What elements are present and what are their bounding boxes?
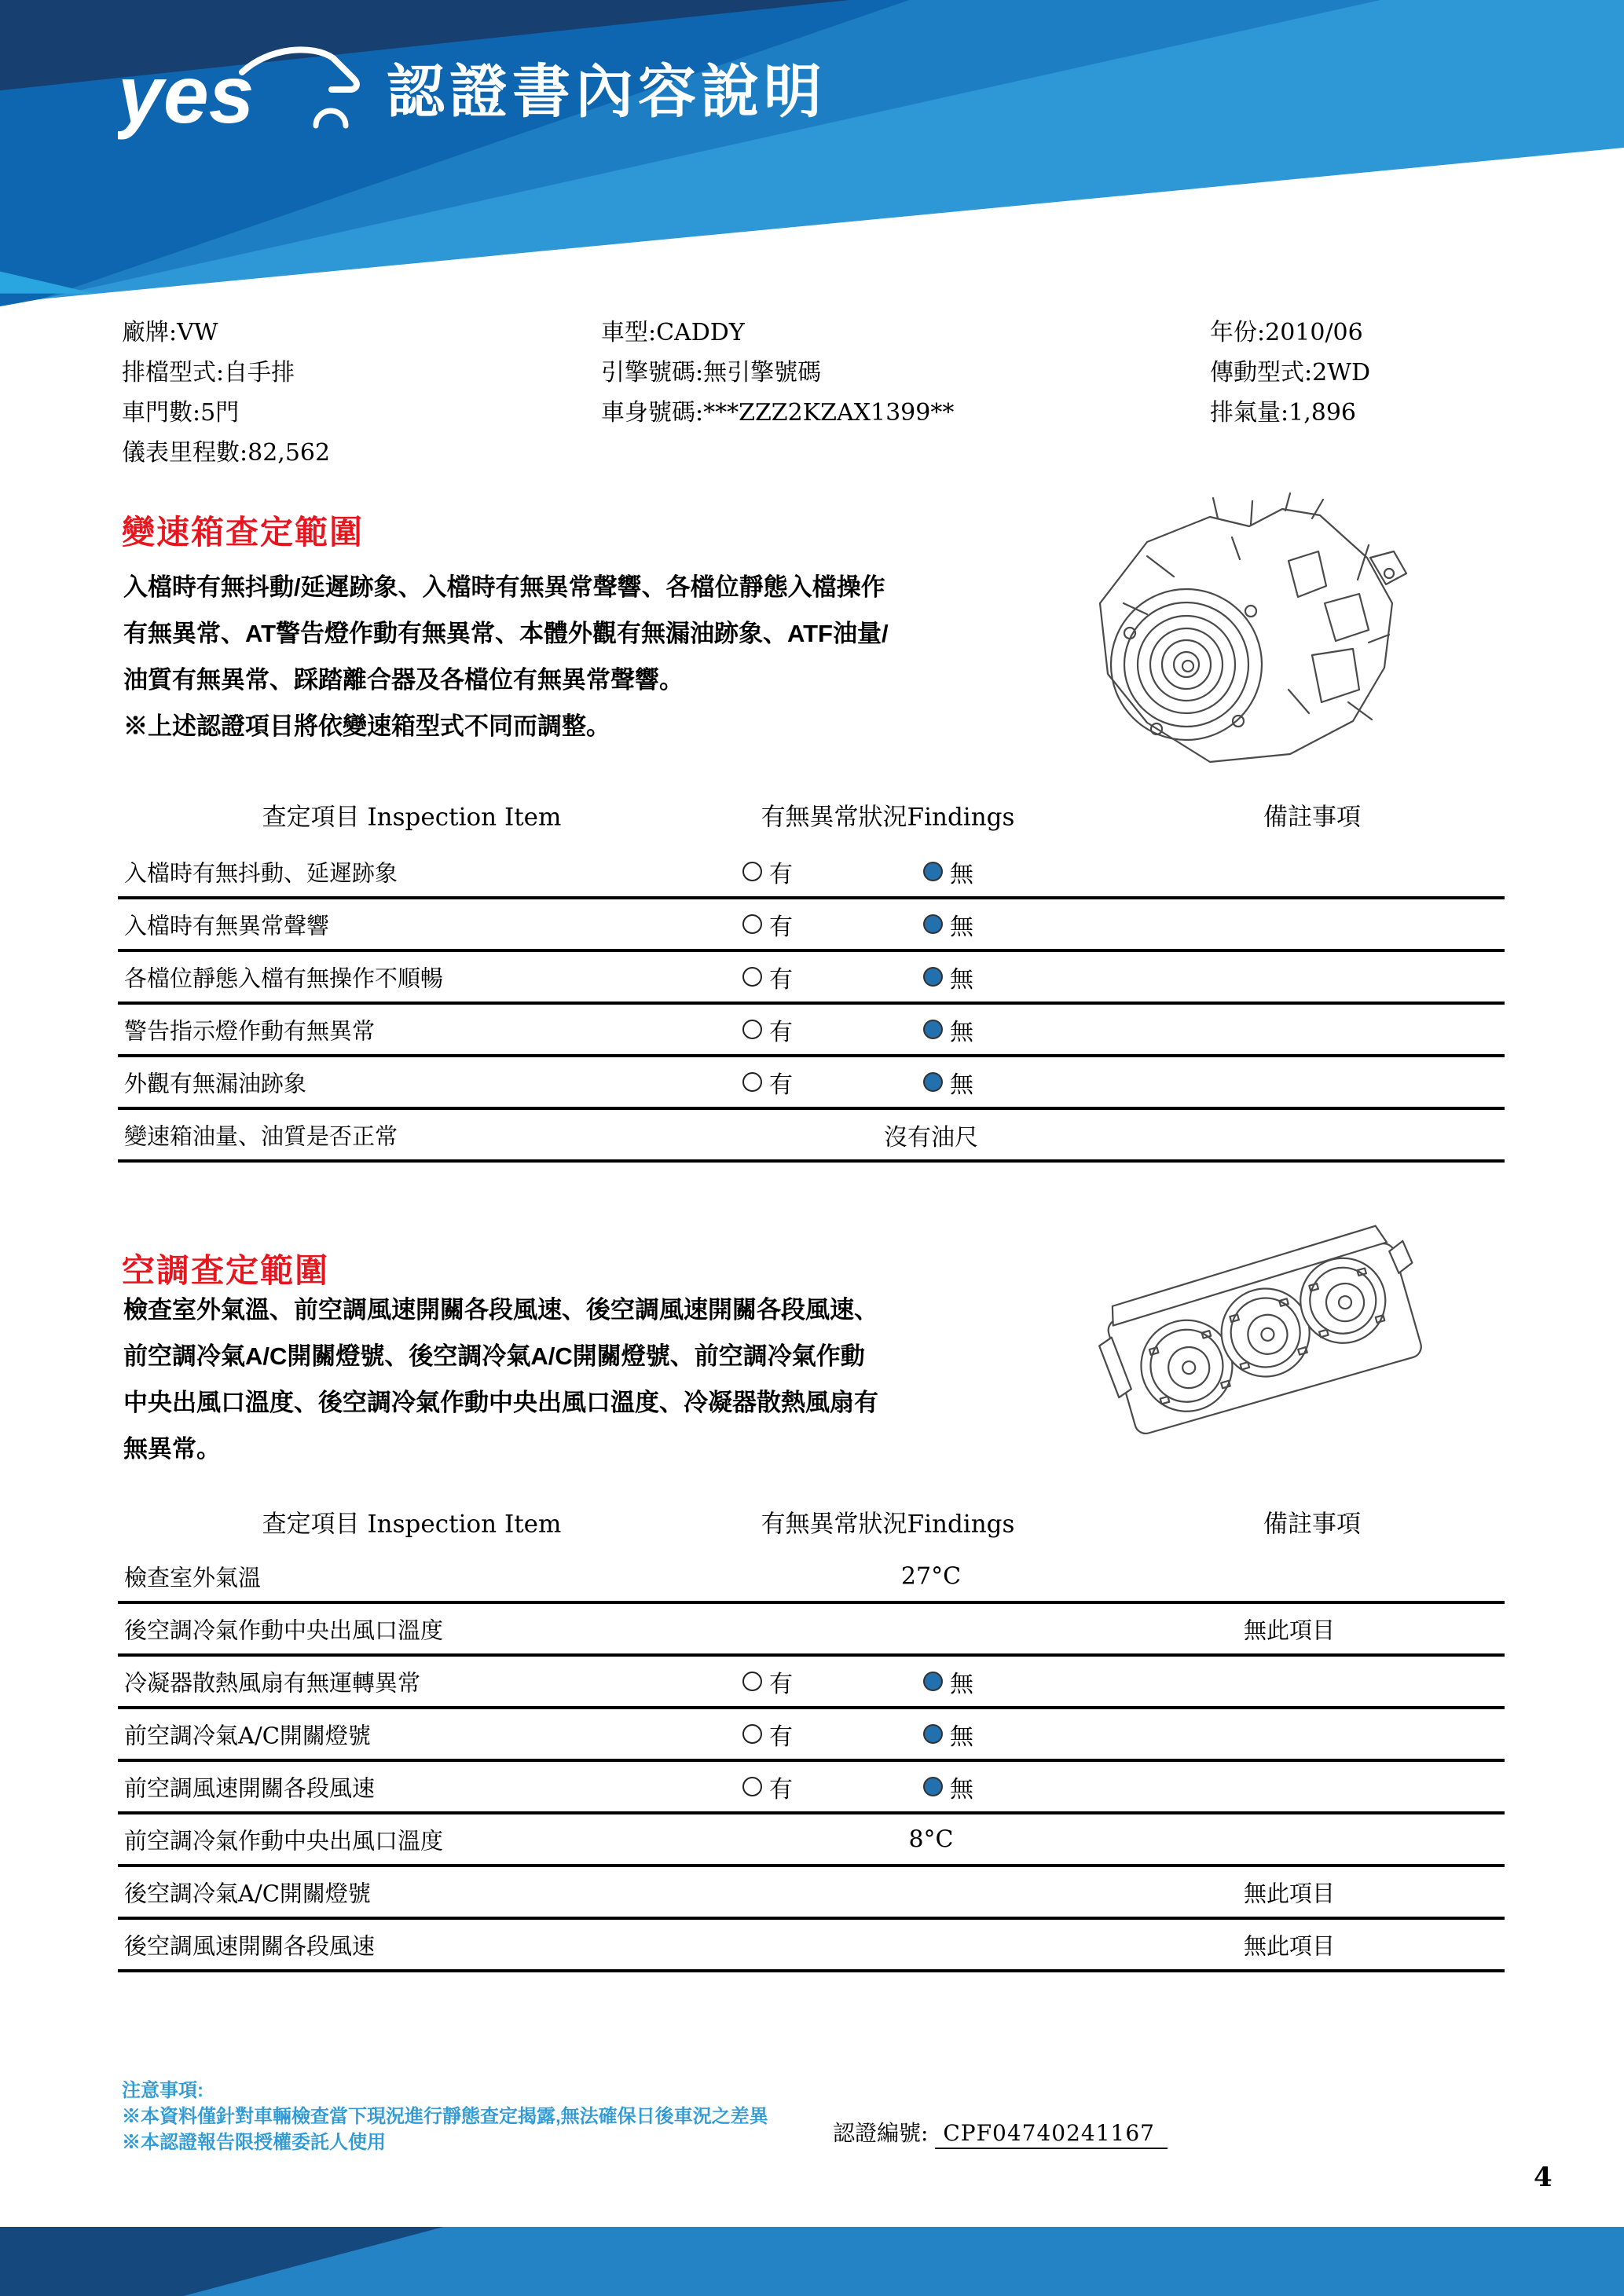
info-engine-no: 引擎號碼:無引擎號碼 (601, 359, 822, 386)
inspection-item-label: 入檔時有無抖動、延遲跡象 (124, 859, 398, 886)
radio-option-yes (742, 855, 793, 889)
inspection-item-label: 警告指示燈作動有無異常 (124, 1017, 376, 1044)
radio-unselected-icon (742, 1020, 762, 1039)
radio-selected-icon (923, 1020, 943, 1039)
radio-yes-label: 有 (769, 1775, 793, 1803)
inspection-item-label: 入檔時有無異常聲響 (124, 912, 330, 939)
car-silhouette-icon (242, 49, 357, 90)
certificate-number-value: CPF04740241167 (935, 2120, 1168, 2149)
page-title: 認證書內容說明 (387, 59, 827, 124)
finding-text: 沒有油尺 (884, 1123, 978, 1152)
inspection-item-label: 檢查室外氣溫 (124, 1564, 262, 1591)
header-remarks: 備註事項 (1263, 803, 1361, 831)
radio-selected-icon (923, 1672, 943, 1691)
info-displacement: 排氣量:1,896 (1210, 399, 1356, 427)
info-brand: 廠牌:VW (122, 319, 218, 346)
radio-option-yes (742, 1717, 793, 1752)
vehicle-info-column-2 (601, 313, 954, 433)
yes-logo (118, 41, 377, 143)
radio-option-no (923, 960, 973, 994)
ac-section-title: 空調查定範圍 (122, 1252, 330, 1289)
inspection-item-label: 前空調風速開關各段風速 (124, 1774, 376, 1801)
radio-option-yes (742, 1770, 793, 1804)
radio-unselected-icon (742, 914, 762, 934)
radio-selected-icon (923, 1072, 943, 1092)
radio-unselected-icon (742, 967, 762, 987)
transmission-illustration (1053, 485, 1422, 784)
notice-title: 注意事項: (122, 2080, 203, 2101)
radio-no-label: 無 (950, 1071, 973, 1099)
radio-yes-label: 有 (769, 1670, 793, 1698)
radio-no-label: 無 (950, 860, 973, 888)
table-row (118, 1762, 1505, 1814)
radio-option-yes (742, 1664, 793, 1699)
radio-option-yes (742, 1013, 793, 1047)
radio-no-label: 無 (950, 965, 973, 994)
table-header-row (118, 782, 1505, 847)
table-row (118, 899, 1505, 952)
vehicle-info-column-3 (1210, 313, 1370, 433)
inspection-item-label: 冷凝器散熱風扇有無運轉異常 (124, 1669, 421, 1696)
header-findings: 有無異常狀況Findings (761, 803, 1015, 831)
radio-selected-icon (923, 862, 943, 881)
table-header-row (118, 1491, 1505, 1551)
yes-logo-text: yes (118, 49, 255, 141)
radio-no-label: 無 (950, 1670, 973, 1698)
radio-no-label: 無 (950, 1018, 973, 1046)
header-findings: 有無異常狀況Findings (761, 1510, 1015, 1538)
radio-unselected-icon (742, 1777, 762, 1796)
notice-block (122, 2078, 768, 2155)
desc-line: 入檔時有無抖動/延遲跡象、入檔時有無異常聲響、各檔位靜態入檔操作 (123, 573, 885, 601)
car-wheel-icon (316, 111, 346, 126)
info-odometer: 儀表里程數:82,562 (122, 439, 331, 467)
header-inspection-item: 查定項目 Inspection Item (262, 803, 562, 831)
table-row (118, 1110, 1505, 1163)
radio-option-no (923, 1717, 973, 1752)
certificate-number-label: 認證編號: (833, 2120, 929, 2146)
radio-selected-icon (923, 1724, 943, 1744)
table-row (118, 1709, 1505, 1762)
radio-option-yes (742, 1065, 793, 1100)
radio-option-no (923, 907, 973, 942)
remark-text: 無此項目 (1244, 1880, 1336, 1906)
ac-panel-illustration (1096, 1214, 1434, 1465)
radio-unselected-icon (742, 862, 762, 881)
radio-no-label: 無 (950, 1775, 973, 1803)
info-doors: 車門數:5門 (122, 399, 240, 427)
radio-unselected-icon (742, 1724, 762, 1744)
desc-line: 檢查室外氣溫、前空調風速開關各段風速、後空調風速開關各段風速、 (123, 1296, 878, 1324)
desc-line: 有無異常、AT警告燈作動有無異常、本體外觀有無漏油跡象、ATF油量/ (123, 620, 889, 647)
inspection-item-label: 前空調冷氣A/C開關燈號 (124, 1722, 371, 1749)
radio-yes-label: 有 (769, 860, 793, 888)
finding-text: 27°C (900, 1562, 962, 1590)
info-model: 車型:CADDY (601, 319, 745, 346)
remark-text: 無此項目 (1244, 1932, 1336, 1959)
radio-selected-icon (923, 914, 943, 934)
inspection-item-label: 後空調冷氣作動中央出風口溫度 (124, 1617, 444, 1643)
radio-selected-icon (923, 1777, 943, 1796)
table-row (118, 1920, 1505, 1972)
radio-yes-label: 有 (769, 913, 793, 941)
radio-option-yes (742, 960, 793, 994)
footer-band-navy-triangle (0, 2227, 1624, 2296)
notice-line: ※本資料僅針對車輛檢查當下現況進行靜態查定揭露,無法確保日後車況之差異 (122, 2106, 768, 2127)
ac-description (123, 1287, 878, 1472)
transmission-table (118, 782, 1505, 1163)
radio-option-no (923, 1770, 973, 1804)
radio-unselected-icon (742, 1672, 762, 1691)
radio-option-yes (742, 907, 793, 942)
remark-text: 無此項目 (1244, 1617, 1336, 1643)
inspection-item-label: 變速箱油量、油質是否正常 (124, 1122, 398, 1149)
header-remarks: 備註事項 (1263, 1510, 1361, 1538)
table-row (118, 847, 1505, 899)
table-row (118, 1551, 1505, 1604)
desc-line: 無異常。 (123, 1435, 221, 1463)
transmission-section-title: 變速箱查定範圍 (122, 514, 365, 551)
inspection-item-label: 後空調冷氣A/C開關燈號 (124, 1880, 371, 1906)
table-row (118, 1867, 1505, 1920)
inspection-item-label: 外觀有無漏油跡象 (124, 1070, 307, 1097)
radio-yes-label: 有 (769, 1071, 793, 1099)
radio-option-no (923, 855, 973, 889)
radio-no-label: 無 (950, 913, 973, 941)
info-vin: 車身號碼:***ZZZ2KZAX1399** (601, 399, 955, 427)
table-row (118, 1057, 1505, 1110)
inspection-item-label: 前空調冷氣作動中央出風口溫度 (124, 1827, 444, 1854)
radio-yes-label: 有 (769, 1723, 793, 1751)
table-row (118, 1005, 1505, 1057)
radio-unselected-icon (742, 1072, 762, 1092)
inspection-item-label: 各檔位靜態入檔有無操作不順暢 (124, 965, 444, 991)
certificate-number-row (833, 2116, 1168, 2148)
notice-line: ※本認證報告限授權委託人使用 (122, 2132, 386, 2153)
info-year: 年份:2010/06 (1210, 319, 1363, 346)
ac-table (118, 1491, 1505, 1972)
radio-yes-label: 有 (769, 1018, 793, 1046)
radio-option-no (923, 1664, 973, 1699)
info-drivetrain: 傳動型式:2WD (1210, 359, 1371, 386)
radio-selected-icon (923, 967, 943, 987)
radio-no-label: 無 (950, 1723, 973, 1751)
radio-option-no (923, 1065, 973, 1100)
table-row (118, 1814, 1505, 1867)
desc-line: 中央出風口溫度、後空調冷氣作動中央出風口溫度、冷凝器散熱風扇有 (123, 1389, 878, 1416)
desc-line: ※上述認證項目將依變速箱型式不同而調整。 (123, 712, 610, 740)
table-row (118, 1604, 1505, 1657)
info-gearbox-type: 排檔型式:自手排 (122, 359, 295, 386)
radio-option-no (923, 1013, 973, 1047)
vehicle-info-column-1 (122, 313, 330, 473)
table-row (118, 1657, 1505, 1709)
radio-yes-label: 有 (769, 965, 793, 994)
desc-line: 前空調冷氣A/C開關燈號、後空調冷氣A/C開關燈號、前空調冷氣作動 (123, 1342, 865, 1370)
page-number: 4 (1534, 2162, 1553, 2193)
inspection-item-label: 後空調風速開關各段風速 (124, 1932, 376, 1959)
finding-text: 8°C (908, 1825, 954, 1853)
footer-band (0, 2227, 1624, 2296)
table-row (118, 952, 1505, 1005)
desc-line: 油質有無異常、踩踏離合器及各檔位有無異常聲響。 (123, 666, 684, 694)
transmission-description (123, 564, 889, 749)
header-inspection-item: 查定項目 Inspection Item (262, 1510, 562, 1538)
